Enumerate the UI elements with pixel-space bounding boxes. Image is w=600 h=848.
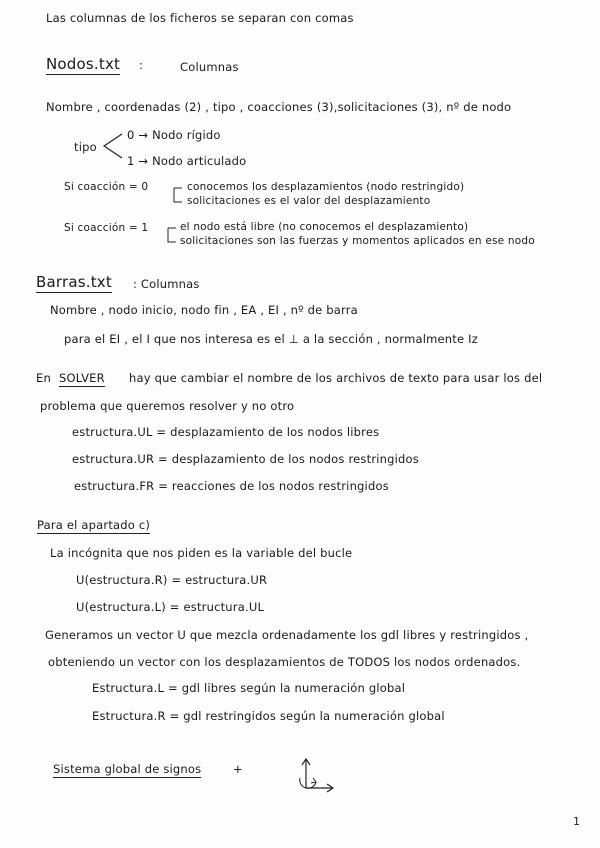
solver-prefix: En xyxy=(36,371,51,385)
tipo-0: 0 → Nodo rígido xyxy=(127,128,221,142)
apartado-gen1: Generamos un vector U que mezcla ordenadamente los gdl libres y restringidos , xyxy=(45,628,529,642)
nodos-columns-label: Columnas xyxy=(180,60,239,74)
coac1-arrow xyxy=(164,224,178,246)
coac0-a: conocemos los desplazamientos (nodo restringido) xyxy=(187,181,465,193)
barras-note: para el EI , el I que nos interesa es el ⊥ a la sección , normalmente Iz xyxy=(64,332,478,346)
nodos-title: Nodos.txt xyxy=(46,55,121,73)
barras-fields: Nombre , nodo inicio, nodo fin , EA , EI , nº de barra xyxy=(50,303,358,317)
apartado-eq1: U(estructura.R) = estructura.UR xyxy=(76,573,268,587)
solver-fr: estructura.FR = reacciones de los nodos restringidos xyxy=(74,479,389,493)
coac0-cond: Si coacción = 0 xyxy=(64,181,149,193)
tipo-1: 1 → Nodo articulado xyxy=(127,154,247,168)
solver-keyword: SOLVER xyxy=(59,371,105,385)
barras-columns-label: : Columnas xyxy=(133,277,200,291)
sign-convention-axes-icon xyxy=(292,756,336,796)
solver-line2: problema que queremos resolver y no otro xyxy=(40,399,295,413)
nodos-fields: Nombre , coordenadas (2) , tipo , coacciones (3),solicitaciones (3), nº de nodo xyxy=(46,100,512,114)
barras-title: Barras.txt xyxy=(36,273,112,291)
coac0-b: solicitaciones es el valor del desplazamiento xyxy=(187,195,431,207)
solver-line1: hay que cambiar el nombre de los archivos de texto para usar los del xyxy=(129,371,543,385)
solver-ur: estructura.UR = desplazamiento de los nodos restringidos xyxy=(72,452,419,466)
coac0-arrow xyxy=(170,184,184,206)
apartado-gen2: obteniendo un vector con los desplazamientos de TODOS los nodos ordenados. xyxy=(48,655,521,669)
apartado-eq2: U(estructura.L) = estructura.UL xyxy=(76,600,265,614)
solver-ul: estructura.UL = desplazamiento de los nodos libres xyxy=(72,425,380,439)
coac1-b: solicitaciones son las fuerzas y momentos aplicados en ese nodo xyxy=(180,235,535,247)
nodos-sep: : xyxy=(139,58,144,72)
tipo-label: tipo xyxy=(74,140,97,154)
tipo-brace xyxy=(100,130,124,162)
apartado-estR: Estructura.R = gdl restringidos según la numeración global xyxy=(92,709,445,723)
coac1-cond: Si coacción = 1 xyxy=(64,222,149,234)
sistema-plus: + xyxy=(233,762,243,776)
page-number: 1 xyxy=(573,815,580,828)
apartado-title: Para el apartado c) xyxy=(37,518,151,532)
apartado-line1: La incógnita que nos piden es la variable del bucle xyxy=(50,546,353,560)
apartado-estL: Estructura.L = gdl libres según la numeración global xyxy=(92,681,406,695)
coac1-a: el nodo está libre (no conocemos el desplazamiento) xyxy=(180,221,469,233)
intro-line: Las columnas de los ficheros se separan con comas xyxy=(46,11,354,25)
sistema-title: Sistema global de signos xyxy=(53,762,202,776)
